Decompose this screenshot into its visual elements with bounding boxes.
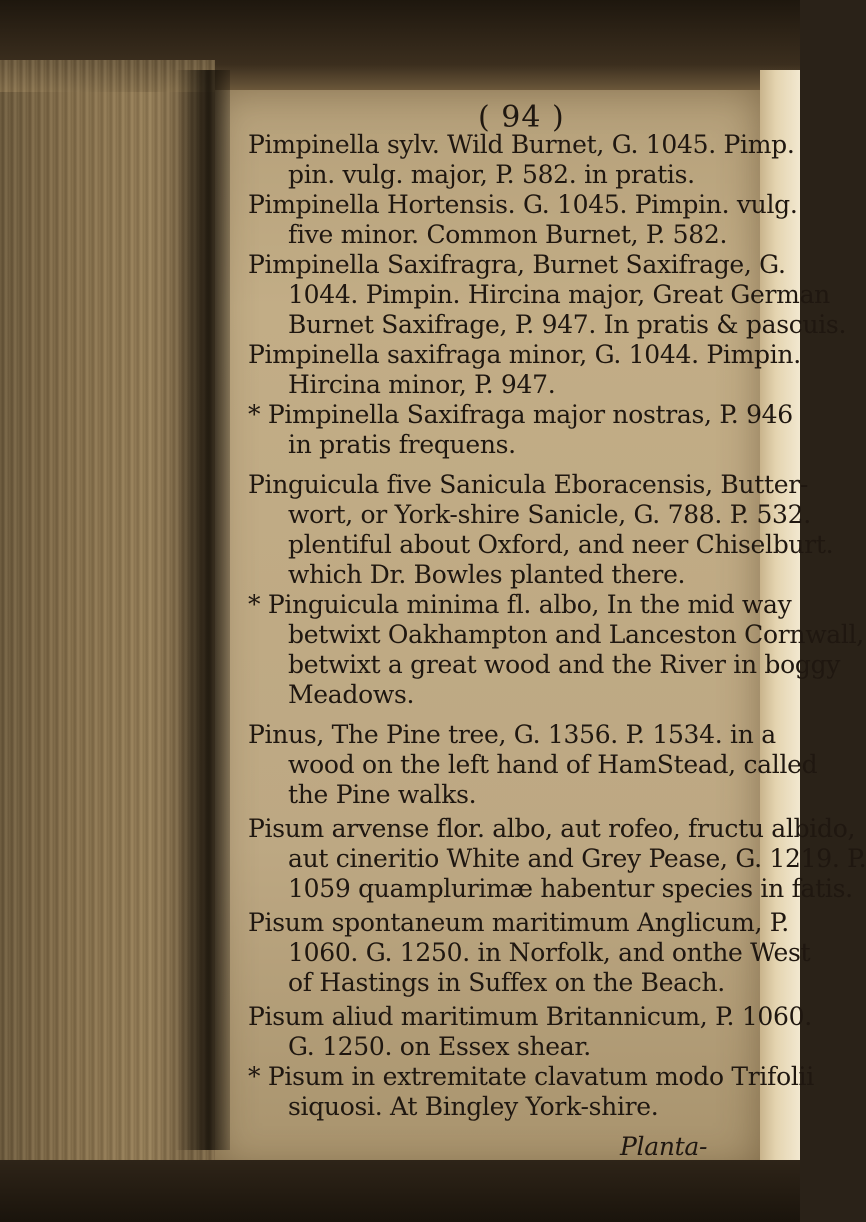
text-line: which Dr. Bowles planted there. — [288, 560, 686, 589]
text-line: * Pinguicula minima fl. albo, In the mid way — [248, 590, 792, 619]
text-line: * Pisum in extremitate clavatum modo Trifolii — [248, 1062, 814, 1091]
text-line: the Pine walks. — [288, 780, 477, 809]
text-line: Pisum aliud maritimum Britannicum, P. 1060. — [248, 1002, 812, 1031]
page-number: ( 94 ) — [478, 100, 565, 135]
text-line: G. 1250. on Essex shear. — [288, 1032, 591, 1061]
text-line: of Hastings in Suffex on the Beach. — [288, 968, 725, 997]
text-line: Pisum arvense flor. albo, aut rofeo, fructu albido, — [248, 814, 856, 843]
text-line: pin. vulg. major, P. 582. in pratis. — [288, 160, 695, 189]
text-line: aut cineritio White and Grey Pease, G. 1219. P. — [288, 844, 866, 873]
text-line: betwixt Oakhampton and Lanceston Cornwall, — [288, 620, 864, 649]
text-line: 1060. G. 1250. in Norfolk, and onthe West — [288, 938, 811, 967]
text-line: betwixt a great wood and the River in boggy — [288, 650, 841, 679]
text-line: Pinus, The Pine tree, G. 1356. P. 1534. in a — [248, 720, 776, 749]
text-line: Burnet Saxifrage, P. 947. In pratis & pascuis. — [288, 310, 847, 339]
text-line: Pinguicula five Sanicula Eboracensis, Butter- — [248, 470, 809, 499]
text-line: Pimpinella Hortensis. G. 1045. Pimpin. vulg. — [248, 190, 798, 219]
text-line: wort, or York-shire Sanicle, G. 788. P. 532. — [288, 500, 811, 529]
text-line: siquosi. At Bingley York-shire. — [288, 1092, 659, 1121]
text-line: Hircina minor, P. 947. — [288, 370, 556, 399]
text-line: 1044. Pimpin. Hircina major, Great German — [288, 280, 830, 309]
text-line: in pratis frequens. — [288, 430, 516, 459]
text-line: * Pimpinella Saxifraga major nostras, P. 946 — [248, 400, 793, 429]
text-line: wood on the left hand of HamStead, called — [288, 750, 818, 779]
text-line: five minor. Common Burnet, P. 582. — [288, 220, 728, 249]
text-line: plentiful about Oxford, and neer Chiselburt. — [288, 530, 834, 559]
text-line: 1059 quamplurimæ habentur species in fatis. — [288, 874, 853, 903]
text-line: Pisum spontaneum maritimum Anglicum, P. — [248, 908, 789, 937]
text-line: Pimpinella sylv. Wild Burnet, G. 1045. Pimp. — [248, 130, 795, 159]
catchword: Planta- — [620, 1132, 708, 1161]
text-line: Pimpinella saxifraga minor, G. 1044. Pimpin. — [248, 340, 801, 369]
text-line: Pimpinella Saxifragra, Burnet Saxifrage, G. — [248, 250, 786, 279]
background-bottom — [0, 1160, 800, 1222]
binding-shadow — [175, 70, 230, 1150]
text-line: Meadows. — [288, 680, 415, 709]
